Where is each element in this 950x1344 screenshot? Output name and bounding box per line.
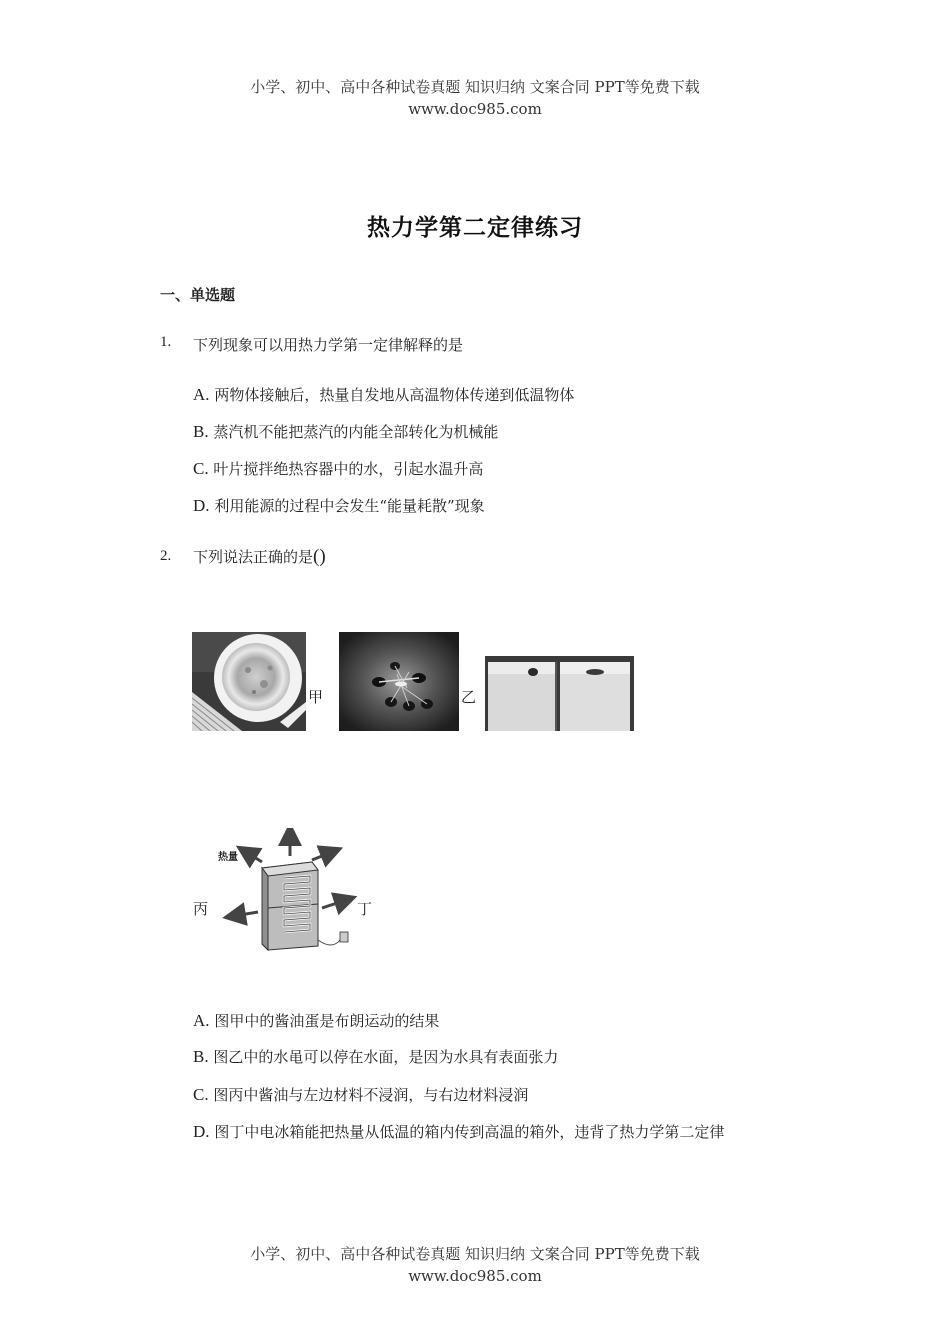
page-title: 热力学第二定律练习 <box>367 214 583 241</box>
option-text: 利用能源的过程中会发生“能量耗散”现象 <box>214 497 485 515</box>
section-heading: 一、单选题 <box>160 286 236 304</box>
answer-paren: () <box>313 546 326 567</box>
question-2-number: 2. <box>160 548 172 564</box>
option-letter: B. <box>193 422 209 441</box>
footer-banner <box>0 1243 950 1287</box>
figure-yi-image <box>339 632 459 731</box>
figure-label-jia: 甲 <box>308 688 324 706</box>
question-2-stem: 下列说法正确的是 <box>193 548 314 566</box>
question-1-option-b <box>193 421 498 442</box>
option-letter: B. <box>193 1047 209 1066</box>
header-website[interactable]: www.doc985.com <box>408 100 542 118</box>
question-1-option-c <box>193 458 483 479</box>
option-text: 图丁中电冰箱能把热量从低温的箱内传到高温的箱外，违背了热力学第二定律 <box>214 1123 725 1141</box>
option-letter: C. <box>193 459 209 478</box>
question-2-text <box>193 546 326 568</box>
figure-label-bing: 丙 <box>193 900 209 918</box>
figure-label-ding: 丁 <box>357 900 373 918</box>
figure-jia-image <box>192 632 306 731</box>
question-1-option-a <box>193 384 574 405</box>
option-text: 叶片搅拌绝热容器中的水，引起水温升高 <box>213 460 484 478</box>
question-2-option-b <box>193 1046 558 1067</box>
header-line-1: 小学、初中、高中各种试卷真题 知识归纳 文案合同 PPT等免费下载 <box>250 78 700 96</box>
question-2-option-d <box>193 1121 724 1142</box>
option-letter: A. <box>193 385 210 404</box>
figure-ding-image <box>214 828 364 958</box>
option-text: 图甲中的酱油蛋是布朗运动的结果 <box>214 1012 440 1030</box>
question-1-number: 1. <box>160 334 172 350</box>
question-2-option-c <box>193 1084 528 1105</box>
option-letter: D. <box>193 1122 210 1141</box>
option-letter: D. <box>193 496 210 515</box>
option-text: 图丙中酱油与左边材料不浸润，与右边材料浸润 <box>213 1086 529 1104</box>
figure-bing-image <box>485 656 634 731</box>
option-letter: C. <box>193 1085 209 1104</box>
footer-line-1: 小学、初中、高中各种试卷真题 知识归纳 文案合同 PPT等免费下载 <box>250 1245 700 1263</box>
figure-label-yi: 乙 <box>461 688 477 706</box>
footer-website[interactable]: www.doc985.com <box>408 1267 542 1285</box>
option-letter: A. <box>193 1011 210 1030</box>
option-text: 图乙中的水黾可以停在水面，是因为水具有表面张力 <box>213 1048 559 1066</box>
question-1-option-d <box>193 495 485 516</box>
heat-label: 热量 <box>218 852 238 863</box>
option-text: 蒸汽机不能把蒸汽的内能全部转化为机械能 <box>213 423 499 441</box>
option-text: 两物体接触后，热量自发地从高温物体传递到低温物体 <box>214 386 575 404</box>
question-1-text: 下列现象可以用热力学第一定律解释的是 <box>193 336 464 354</box>
header-banner <box>0 76 950 120</box>
question-2-option-a <box>193 1010 439 1031</box>
